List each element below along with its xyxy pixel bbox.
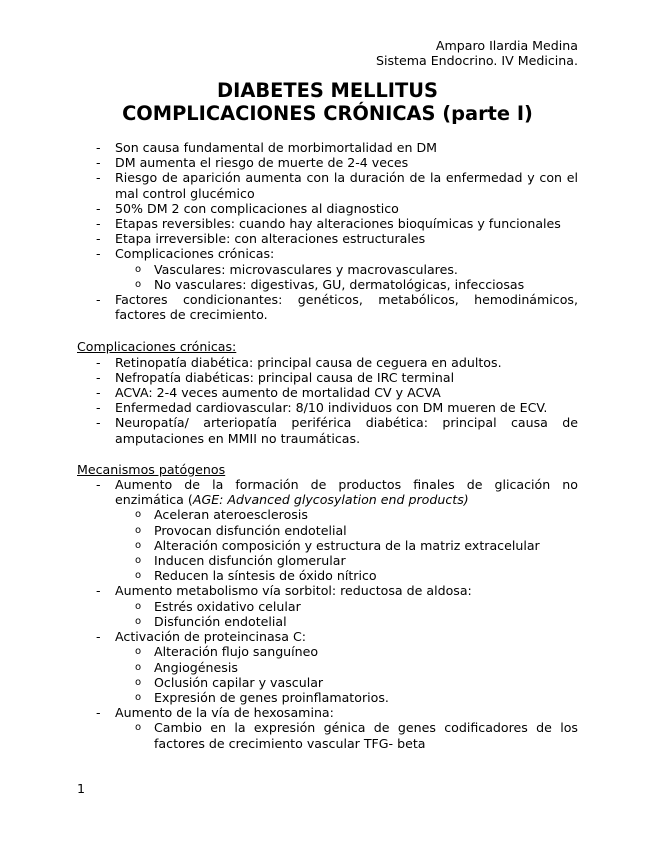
- sub-list-item: o Estrés oxidativo celular: [77, 599, 578, 614]
- sub-list-item: o Angiogénesis: [77, 660, 578, 675]
- list-item: - Aumento metabolismo vía sorbitol: reductosa de aldosa:: [77, 583, 578, 598]
- list-item: [77, 477, 578, 507]
- list-item: - 50% DM 2 con complicaciones al diagnostico: [77, 201, 578, 216]
- sub-list-item: o Provocan disfunción endotelial: [77, 523, 578, 538]
- sub-list-item: o Cambio en la expresión génica de genes codificadores de los factores de crecimiento vascular TFG- beta: [77, 720, 578, 750]
- sub-list-item: o Oclusión capilar y vascular: [77, 675, 578, 690]
- list-item: - Aumento de la vía de hexosamina:: [77, 705, 578, 720]
- list-item: - Complicaciones crónicas:: [77, 246, 578, 261]
- list-item: - ACVA: 2-4 veces aumento de mortalidad CV y ACVA: [77, 385, 578, 400]
- complications-list: [77, 355, 578, 446]
- list-item: - Nefropatía diabéticas: principal causa de IRC terminal: [77, 370, 578, 385]
- author-name: Amparo Ilardia Medina: [435, 38, 578, 53]
- sub-list-item: o Reducen la síntesis de óxido nítrico: [77, 568, 578, 583]
- sub-list-item: o Expresión de genes proinflamatorios.: [77, 690, 578, 705]
- sub-list-item: o Inducen disfunción glomerular: [77, 553, 578, 568]
- page-header: [376, 38, 578, 68]
- age-italic-text: AGE: Advanced glycosylation end products): [192, 492, 469, 508]
- list-item: - Etapa irreversible: con alteraciones estructurales: [77, 231, 578, 246]
- sub-list-item: o Vasculares: microvasculares y macrovasculares.: [77, 262, 578, 277]
- course-name: Sistema Endocrino. IV Medicina.: [375, 53, 578, 68]
- page-number: 1: [77, 781, 86, 796]
- sub-list-item: o Aceleran ateroesclerosis: [77, 507, 578, 522]
- sub-list-item: o Disfunción endotelial: [77, 614, 578, 629]
- list-item: - Retinopatía diabética: principal causa de ceguera en adultos.: [77, 355, 578, 370]
- document-title: [0, 79, 655, 125]
- list-item: - Son causa fundamental de morbimortalidad en DM: [77, 140, 578, 155]
- title-line-1: DIABETES MELLITUS: [217, 79, 438, 102]
- title-line-2: COMPLICACIONES CRÓNICAS (parte I): [122, 102, 533, 125]
- sub-list-item: o Alteración flujo sanguíneo: [77, 644, 578, 659]
- list-item: - Etapas reversibles: cuando hay alteraciones bioquímicas y funcionales: [77, 216, 578, 231]
- mechanisms-list: [77, 477, 578, 751]
- list-item: - Factores condicionantes: genéticos, metabólicos, hemodinámicos, factores de crecimiento.: [77, 292, 578, 322]
- list-item: - Enfermedad cardiovascular: 8/10 individuos con DM mueren de ECV.: [77, 400, 578, 415]
- document-body: [77, 140, 578, 751]
- list-item: - Neuropatía/ arteriopatía periférica diabética: principal causa de amputaciones en MMII no traumáticas.: [77, 415, 578, 445]
- sub-list-item: o No vasculares: digestivas, GU, dermatológicas, infecciosas: [77, 277, 578, 292]
- section-heading-complications: Complicaciones crónicas:: [77, 339, 237, 355]
- list-item: - Riesgo de aparición aumenta con la duración de la enfermedad y con el mal control glucémico: [77, 170, 578, 200]
- list-item: - DM aumenta el riesgo de muerte de 2-4 veces: [77, 155, 578, 170]
- age-text: Aumento de la formación de productos finales de glicación no enzimática (: [115, 477, 578, 508]
- intro-list: [77, 140, 578, 322]
- list-item: - Activación de proteincinasa C:: [77, 629, 578, 644]
- sub-list-item: o Alteración composición y estructura de la matriz extracelular: [77, 538, 578, 553]
- section-heading-mechanisms: Mecanismos patógenos: [77, 461, 226, 477]
